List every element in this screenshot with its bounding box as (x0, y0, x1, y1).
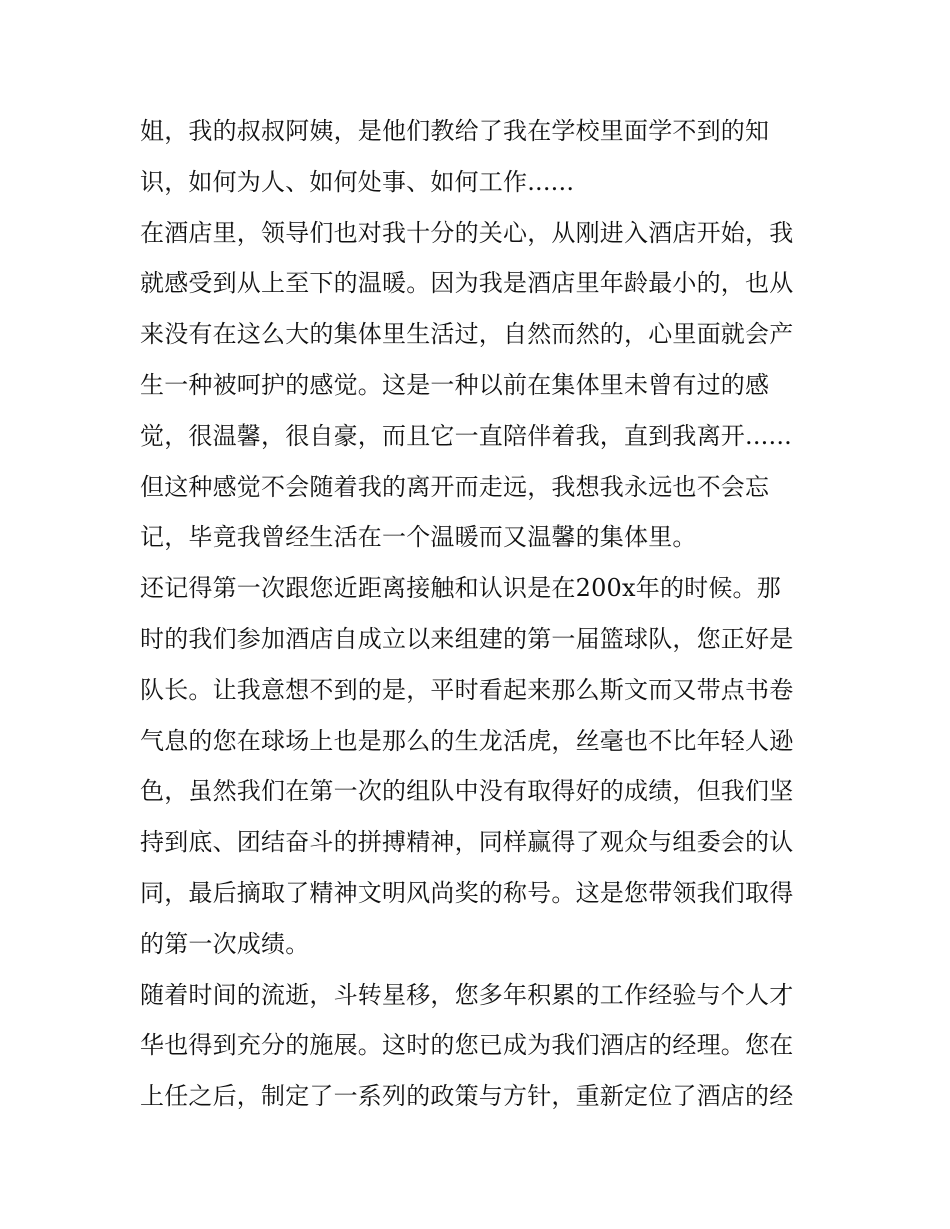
text-line: 随着时间的流逝，斗转星移，您多年积累的工作经验与个人才 (140, 980, 794, 1009)
text-line: 队长。让我意想不到的是，平时看起来那么斯文而又带点书卷 (140, 675, 794, 704)
text-line: 觉，很温馨，很自豪，而且它一直陪伴着我，直到我离开...... (140, 421, 792, 450)
text-line: 记，毕竟我曾经生活在一个温暖而又温馨的集体里。 (140, 523, 697, 552)
text-line: 来没有在这么大的集体里生活过，自然而然的，心里面就会产 (140, 320, 794, 349)
text-line: 华也得到充分的施展。这时的您已成为我们酒店的经理。您在 (140, 1031, 794, 1060)
text-line: 但这种感觉不会随着我的离开而走远，我想我永远也不会忘 (140, 472, 770, 501)
text-line: 还记得第一次跟您近距离接触和认识是在200x年的时候。那 (140, 574, 781, 603)
text-line: 在酒店里，领导们也对我十分的关心，从刚进入酒店开始，我 (140, 218, 794, 247)
text-line: 色，虽然我们在第一次的组队中没有取得好的成绩，但我们坚 (140, 777, 794, 806)
text-line: 姐，我的叔叔阿姨，是他们教给了我在学校里面学不到的知 (140, 117, 770, 145)
document-body (140, 106, 812, 1122)
text-line: 识，如何为人、如何处事、如何工作...... (140, 167, 575, 196)
text-line: 气息的您在球场上也是那么的生龙活虎，丝毫也不比年轻人逊 (140, 726, 794, 755)
text-line: 上任之后，制定了一系列的政策与方针，重新定位了酒店的经 (140, 1082, 794, 1111)
text-line: 持到底、团结奋斗的拼搏精神，同样赢得了观众与组委会的认 (140, 828, 794, 857)
text-line: 生一种被呵护的感觉。这是一种以前在集体里未曾有过的感 (140, 370, 770, 399)
text-line: 就感受到从上至下的温暖。因为我是酒店里年龄最小的，也从 (140, 269, 794, 298)
text-line: 的第一次成绩。 (140, 929, 310, 958)
text-line: 时的我们参加酒店自成立以来组建的第一届篮球队，您正好是 (140, 624, 794, 653)
text-line: 同，最后摘取了精神文明风尚奖的称号。这是您带领我们取得 (140, 878, 794, 907)
